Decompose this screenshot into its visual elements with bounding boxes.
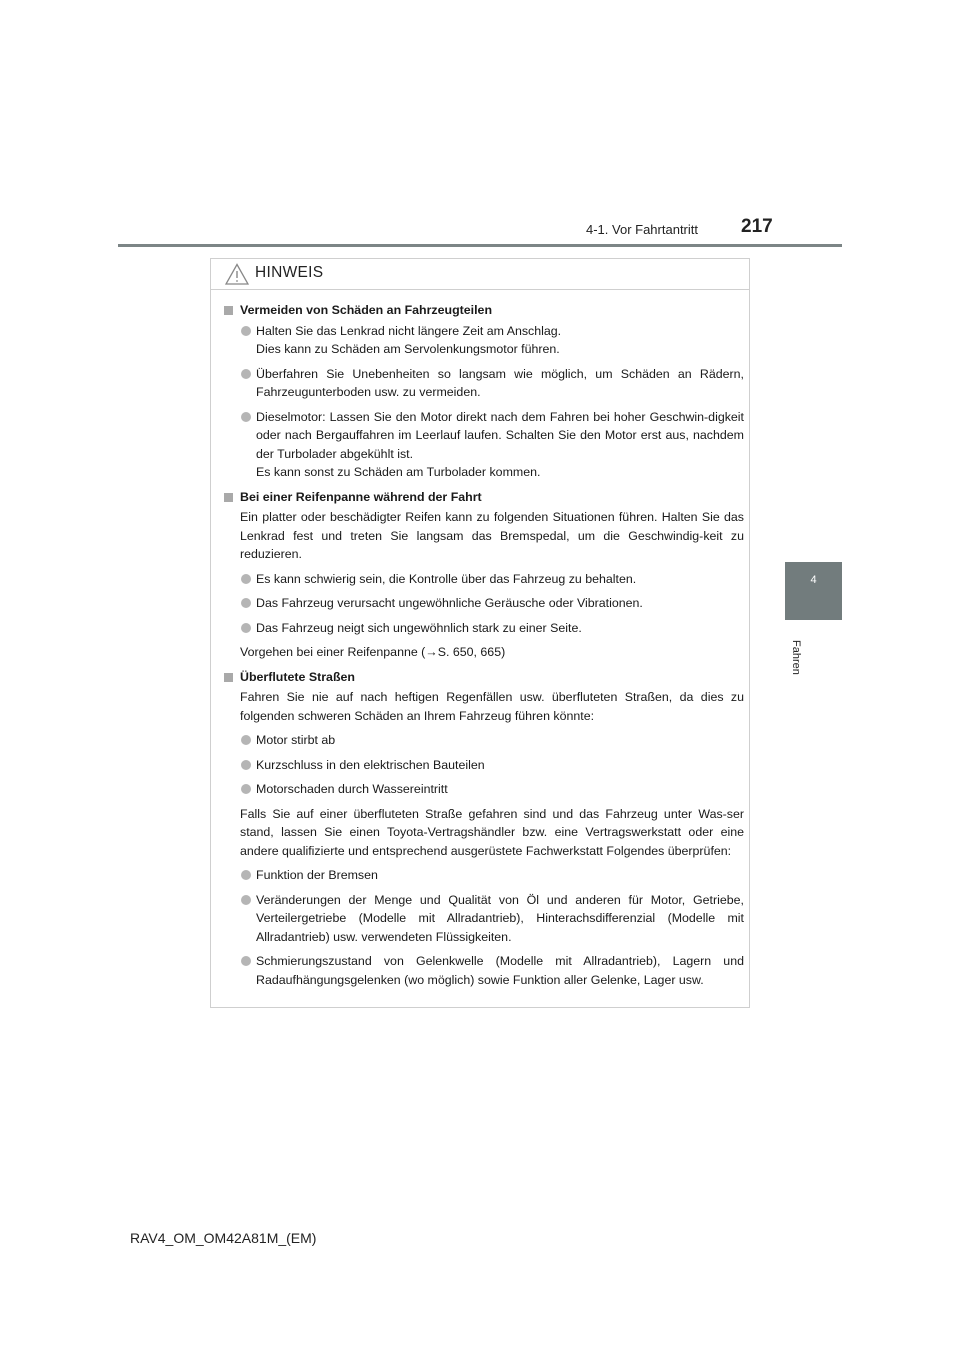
chapter-tab-label-wrap xyxy=(780,640,810,700)
circle-bullet-icon xyxy=(241,735,251,745)
square-bullet-icon xyxy=(224,306,233,315)
list-item: Es kann schwierig sein, die Kontrolle über das Fahrzeug zu behalten. xyxy=(224,570,744,589)
paragraph: Vorgehen bei einer Reifenpanne (→S. 650, 665) xyxy=(240,645,506,659)
circle-bullet-icon xyxy=(241,760,251,770)
circle-bullet-icon xyxy=(241,784,251,794)
list-item: Veränderungen der Menge und Qualität von Öl und anderen für Motor, Getriebe, Verteilergetriebe (Modelle mit Allradantrieb), Hinterachsdifferenzial (Modelle mit Allradantrieb) usw. verwendeten Flüssigkeiten. xyxy=(224,891,744,947)
notice-title: HINWEIS xyxy=(255,264,324,281)
list-item: Funktion der Bremsen xyxy=(224,866,744,885)
list-item: Kurzschluss in den elektrischen Bauteilen xyxy=(224,756,744,775)
section-title: 4-1. Vor Fahrtantritt xyxy=(586,222,698,237)
circle-bullet-icon xyxy=(241,870,251,880)
square-bullet-icon xyxy=(224,493,233,502)
document-code: RAV4_OM_OM42A81M_(EM) xyxy=(130,1230,317,1246)
paragraph: Fahren Sie nie auf nach heftigen Regenfällen usw. überfluteten Straßen, da dies zu folgenden schweren Schäden an Ihrem Fahrzeug führen könnte: xyxy=(240,690,744,723)
circle-bullet-icon xyxy=(241,412,251,422)
list-item: Dieselmotor: Lassen Sie den Motor direkt nach dem Fahren bei hoher Geschwin-digkeit oder nach Bergauffahren im Leerlauf laufen. Schalten Sie den Motor erst aus, nachdem der Turbolader abgekühlt ist. Es kann sonst zu Schäden am Turbolader kommen. xyxy=(224,408,744,482)
square-bullet-icon xyxy=(224,673,233,682)
paragraph: Ein platter oder beschädigter Reifen kann zu folgenden Situationen führen. Halten Sie das Lenkrad fest und treten Sie langsam das Bremspedal, um die Geschwindig-keit zu reduzieren. xyxy=(240,510,744,561)
chapter-tab-number: 4 xyxy=(810,574,817,586)
circle-bullet-icon xyxy=(241,956,251,966)
chapter-tab xyxy=(785,562,842,620)
notice-content xyxy=(224,301,744,995)
list-item: Schmierungszustand von Gelenkwelle (Modelle mit Allradantrieb), Lagern und Radaufhängungsgelenken (wo möglich) sowie Funktion aller Gelenke, Lager usw. xyxy=(224,952,744,989)
notice-box xyxy=(210,258,750,1008)
list-item: Das Fahrzeug neigt sich ungewöhnlich stark zu einer Seite. xyxy=(224,619,744,638)
section-heading: Bei einer Reifenpanne während der Fahrt xyxy=(224,488,744,507)
section-heading: Überflutete Straßen xyxy=(224,668,744,687)
list-item: Halten Sie das Lenkrad nicht längere Zeit am Anschlag. Dies kann zu Schäden am Servolenkungsmotor führen. xyxy=(224,322,744,359)
page-header xyxy=(0,0,960,250)
warning-triangle-icon xyxy=(225,263,249,285)
circle-bullet-icon xyxy=(241,574,251,584)
circle-bullet-icon xyxy=(241,895,251,905)
circle-bullet-icon xyxy=(241,326,251,336)
header-rule xyxy=(118,244,842,247)
circle-bullet-icon xyxy=(241,623,251,633)
circle-bullet-icon xyxy=(241,369,251,379)
paragraph: Falls Sie auf einer überfluteten Straße gefahren sind und das Fahrzeug unter Was-ser stand, lassen Sie einen Toyota-Vertragshändler bzw. eine Vertragswerkstatt oder eine andere qualifizierte und entsprechend ausgerüstete Fachwerkstatt Folgendes überprüfen: xyxy=(240,806,744,858)
notice-header xyxy=(211,259,749,290)
section-heading: Vermeiden von Schäden an Fahrzeugteilen xyxy=(224,301,744,320)
chapter-tab-label: Fahren xyxy=(790,640,802,675)
list-item: Überfahren Sie Unebenheiten so langsam wie möglich, um Schäden an Rädern, Fahrzeugunterboden usw. zu vermeiden. xyxy=(224,365,744,402)
list-item: Motor stirbt ab xyxy=(224,731,744,750)
list-item: Das Fahrzeug verursacht ungewöhnliche Geräusche oder Vibrationen. xyxy=(224,594,744,613)
list-item: Motorschaden durch Wassereintritt xyxy=(224,780,744,799)
page-number: 217 xyxy=(741,216,773,237)
circle-bullet-icon xyxy=(241,598,251,608)
